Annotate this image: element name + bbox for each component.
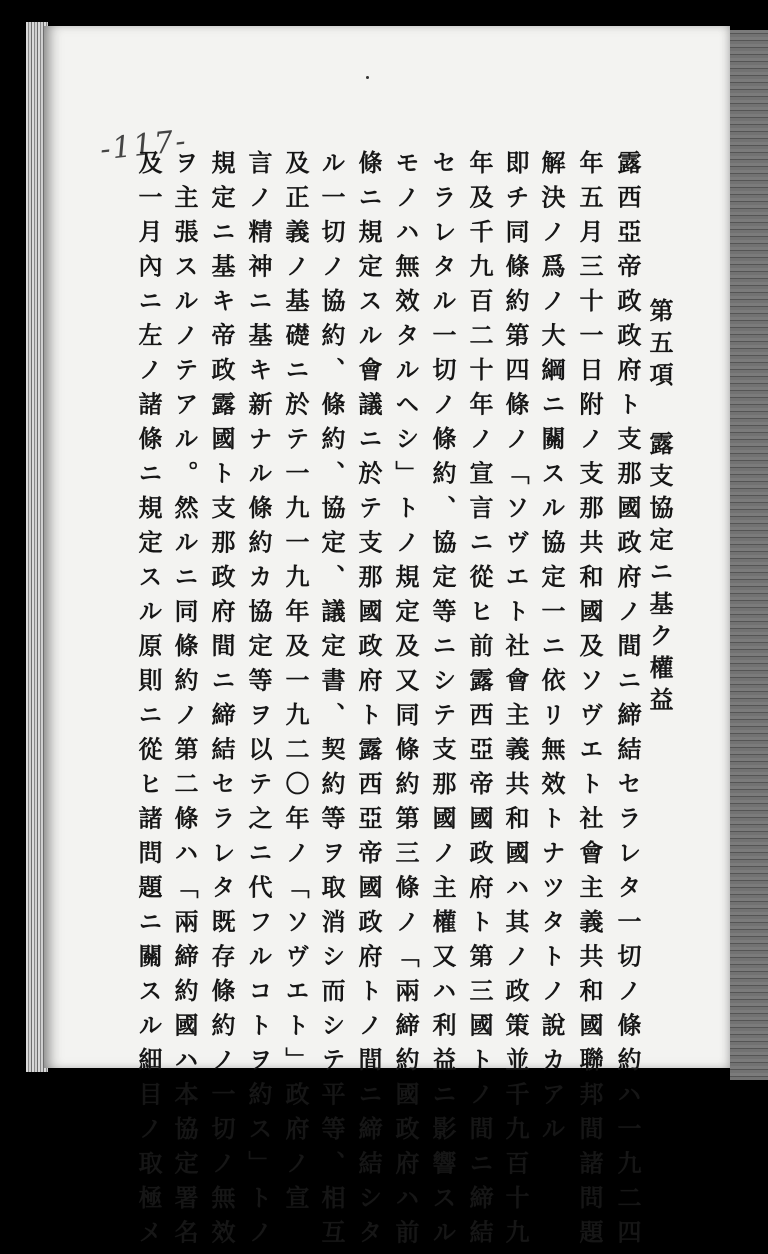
text-column: 年五月三十一日附ノ支那共和國及ソヴエト社會主義共和國聯邦間諸問題 [575, 150, 604, 1254]
text-column: ヲ主張スルノテアル。然ルニ同條約ノ第二條ハ「兩締約國ハ本協定署名 [170, 150, 199, 1254]
text-column: 條ニ規定スル會議ニ於テ支那國政府ト露西亞帝國政府トノ間ニ締結シタ [354, 150, 383, 1254]
text-column: 規定ニ基キ帝政露國ト支那政府間ニ締結セラレタ既存條約ノ一切ノ無效 [207, 150, 236, 1254]
page-edge-fringe [730, 30, 768, 1080]
text-column: 解決ノ爲ノ大綱ニ關スル協定一ニ依リ無效トナツタトノ說カアル [537, 150, 566, 1151]
handwritten-page-number: -117- [98, 123, 190, 168]
text-column: 及正義ノ基礎ニ於テ一九一九年及一九二〇年ノ「ソヴエト」政府ノ宣 [281, 150, 310, 1220]
text-column: 言ノ精神ニ基キ新ナル條約カ協定等ヲ以テ之ニ代フルコトヲ約ス」トノ [244, 150, 273, 1254]
text-column: 露西亞帝政政府ト支那國政府ノ間ニ締結セラレタ一切ノ條約ハ一九二四 [613, 150, 642, 1254]
text-column: 及一月內ニ左ノ諸條ニ規定スル原則ニ從ヒ諸問題ニ關スル細目ノ取極メ [134, 150, 163, 1254]
page-mark [366, 76, 369, 79]
text-column: 即チ同條約第四條ノ「ソヴエト社會主義共和國ハ其ノ政策並千九百十九 [501, 150, 530, 1254]
text-column: セラレタル一切ノ條約、協定等ニシテ支那國ノ主權又ハ利益ニ影響スル [428, 150, 457, 1254]
text-column: 年及千九百二十年ノ宣言ニ從ヒ前露西亞帝國政府ト第三國トノ間ニ締結 [465, 150, 494, 1254]
text-column: モノハ無效タルヘシ」トノ規定及又同條約第三條ノ「兩締約國政府ハ前 [391, 150, 420, 1254]
section-heading: 第五項 露支協定ニ基ク權益 [645, 298, 674, 719]
text-column: ル一切ノ協約、條約、協定、議定書、契約等ヲ取消シ而シテ平等、相互 [317, 150, 346, 1254]
